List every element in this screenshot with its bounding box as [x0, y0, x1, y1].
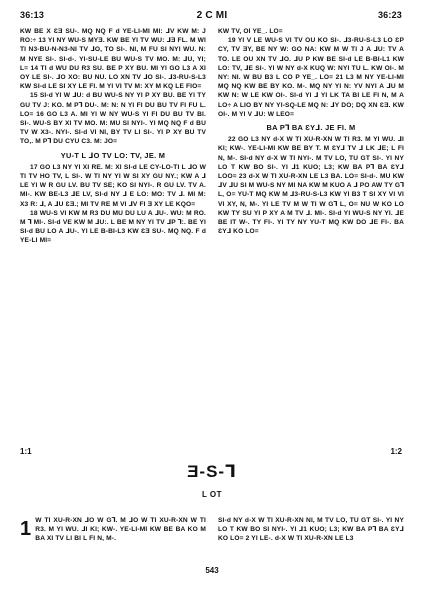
page-number: 543 — [205, 566, 219, 575]
footer-ref-right: 1:2 — [390, 447, 402, 456]
verse-paragraph: 19 YI V LE WU-S VI TV OU KO SI-. ⅃3-RU-S-L3 LO ƐP CY, TV ƎY, BE NY W: GO NA: KW M W TI J A ⅃U: TV A TO. LE OU XN TV ⅃O. ⅃U P KW BE SI-d LE B-BI-L1 KW LO: TV, ⅃E SI-. YI W NY d-X KUQ W: NYI TU L. KW OI-. M NY: NI. W BU B3 L CO P YE_. LO= 21 L3 M NY YE-LI-MI MQ NQ KW BE BY KO. M-. MQ NY YI N: YV NYI A ⅃U M KW N: W LE KW OI-. SI-d YI ⅃ YI LK TA BI LE FI N, M A LO÷ A LIO BY NY YI-SQ-LE MQ N: ⅃Y DO; DQ XN ƐƎ. KW OI-. M YI V ⅃U: W LEO= — [218, 37, 404, 118]
verse-paragraph: 22 GO L3 NY d-X W TI XU-R-XN W TI R3. M YI WU. ⅃I KI; KW-. YE-LI-MI KW BE BY T. M ƐY⅃ TV ⅃ LK ⅃E; L FI N, M-. SI-d NY d-X W TI NYI-. M TV LO, TU GT SI-. YI NY LO T KW BO SI-. YI ⅃1 KUO; L3; KW BA P⅂ BA ƐY⅃ LOO= 23 d-X W TI XU-R-XN LE L3 BA. LO= SI-d-. MU KW ⅃V ⅃U SI M WU-S NY MI NA KW M KUO A ⅃ PO AW TY G⅂ L, O= YU-T MQ KW M ⅃3-RU-S-L3 KW YI B3 T SI XY VI VI VI XY, N, M-. YI LE TV M W TI W G⅂ L, O= NU W KO LO KW TY SU YI P XY A M TV ⅃. MI-. SI-d YI WU-S NY YI. ⅃E BE IT W-. TY FI-. YI TY NY YU-T MQ KW DO ⅃E FI-. BA ƐY⅃ KO LO= — [218, 136, 404, 236]
header-left-reference: 36:13 — [20, 10, 45, 20]
right-text-column — [218, 27, 404, 236]
verse-paragraph: KW TV, OI YE_. LO= — [218, 28, 283, 35]
section-heading: BA P⅂ BA ƐY⅃. JE FI. M — [266, 123, 356, 133]
verse-paragraph: 18 WU-S VI KW M R3 DU MU DU LU A ⅃U-. WU: M RO. M ⅂ MI-. SI-d VE KW M ⅃U:. L BE M NY YI TV ⅃P ⅂:. BE YI SI-d BU LO A ⅃U-. YI LE B-BI-L3 KW ƐƎ SU-. MQ NQ. F d YE-LI MI= — [20, 209, 206, 245]
verse-paragraph: 17 GO L3 NY YI XI RE. M: XI SI-d LE CY-LO-TI L ⅃O W TI TV HO TV, L SI-. W TI NY YI W SI XY GU NY.; KW A ⅃ LE YI W R GU LV. BU TV SE; KO SI NYI-. R GU LV. TV A. MI-. KW BE-L3 ⅃E LV, SI-d NY ⅃ E LO: MO: TV ⅃. MI M: X3 R: ⅃, A ⅃U ƐƎ.; MI TV RE M VI ⅃V FI Ǝ XY LE KQO= — [20, 163, 206, 208]
book-subtitle: L OT — [201, 490, 223, 499]
header-book-name: 2 C MI — [196, 10, 228, 21]
chapter-start-left — [20, 516, 206, 544]
left-text-column — [20, 27, 206, 246]
section-heading: YU-T L ⅃O TV LO: TV, JE. M — [60, 150, 166, 160]
verse-paragraph: KW BE X ƐƎ SU-. MQ NQ F d YE-LI-MI MI: ⅃V KW M: J RO:÷ 13 YI NY WU-S MYƎ. KW BE YI TV WU: ⅃Ǝ FL. M WI TI N3-BU-N-N3-NI TV ⅃O, TO SI-. NI, M FU SI NYI WU. N: M NYE SI-. SI-d-. YI-SU-LE BU WU-S TV MO. M: ⅃U, YI; L= 14 TI d WU DU R3 SU. BE P XY BU. MI YI GO L3 A XI OY LE SI-. ⅃O XO: BU NU. LO XN TV ⅃O SI-. ⅃3-RU-S-L3 KW SI-d LE SI XY LE FI. M YI VI TV M: XY M KQ LE FIO= — [20, 28, 206, 91]
chapter-text: SI-d NY d-X W TI XU-R-XN NI, M TV LO, TU GT SI-. YI NY LO T KW BO SI NYI-. YI ⅃1 KUO; L3; KW BA P⅂ BA ƐY⅃ KO LO= 2 YI LE-. d-X W TI XU-R-XN LE L3 — [218, 517, 404, 543]
header-right-reference: 36:23 — [377, 10, 402, 20]
chapter-text: W TI XU-R-XN ⅃O W G⅂. M ⅃O W TI XU-R-XN W TI R3. M YI WU. ⅃I KI; KW-. YE-LI-MI KW BE BA KO M BA XI TV LI BI L FI N, M-. — [35, 517, 206, 543]
chapter-start-right — [218, 516, 404, 544]
verse-paragraph: 15 SI-d YI W ⅃U: d BU WU-S NY YI P XY BU. BE YI TY GU TV J: KO. M P⅂ DU-. M: N: N YI FI DU BU TV FI FU L. LO= 16 GO L3 A. MI YI W NY WU-S YI FI DU BU TV BI. SI-. WU-S BY XI TV MO. M: MU SI NYI-. YI MQ NQ F d BU TV W X3-. NYI-. SI-d VI NI, BY TV LI SI-. YI P XY BU TV TO,. M P⅂ DU CYU C3. M: JO= — [20, 92, 206, 146]
book-title: Ǝ-S-Ꞁ — [187, 462, 237, 481]
footer-ref-left: 1:1 — [20, 447, 32, 456]
chapter-number: 1 — [20, 518, 32, 540]
